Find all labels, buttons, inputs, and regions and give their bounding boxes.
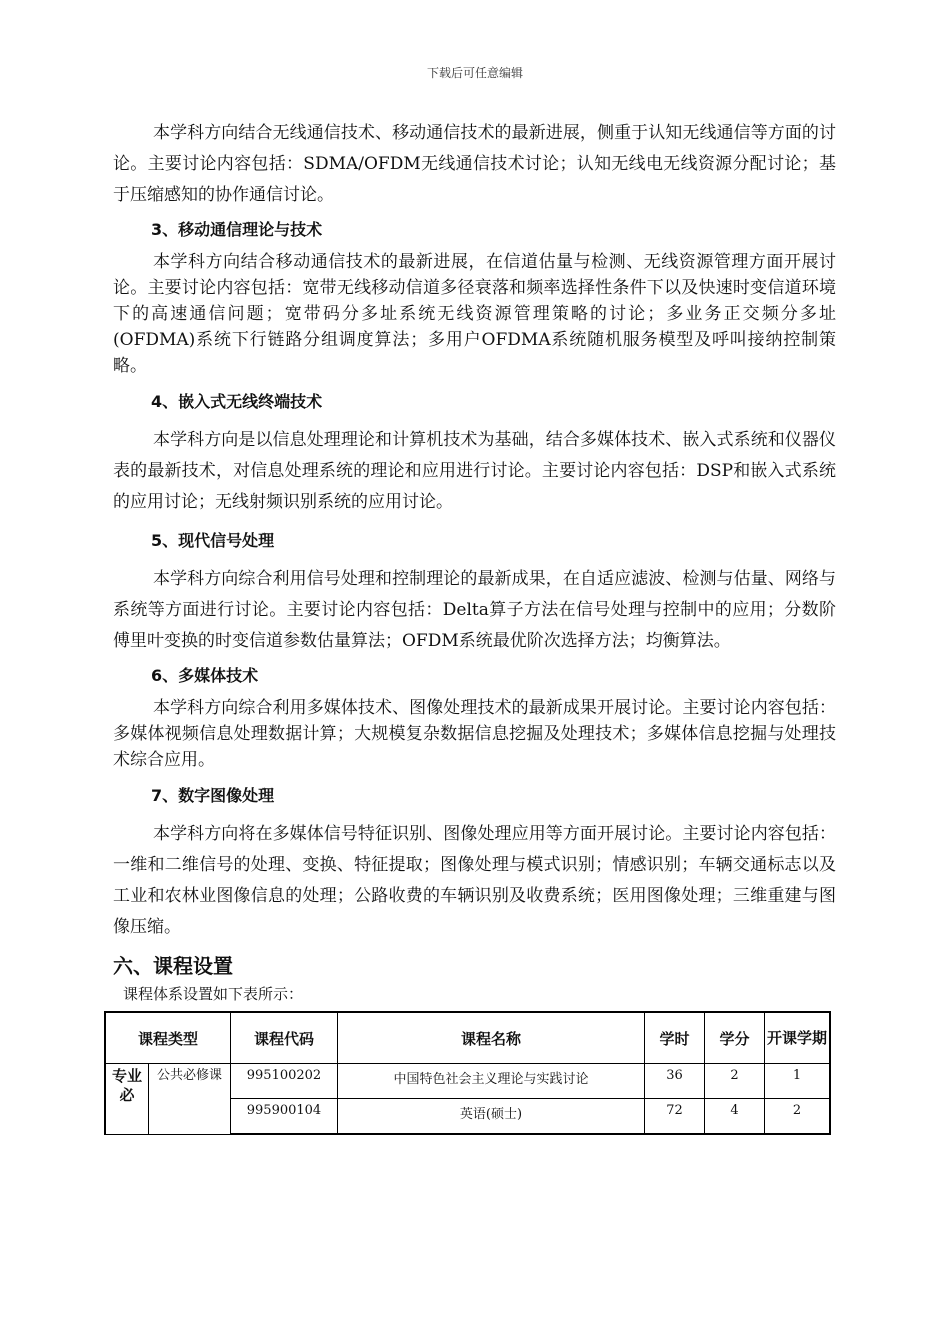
paragraph-embedded-terminal: 本学科方向是以信息处理理论和计算机技术为基础，结合多媒体技术、嵌入式系统和仪器仪表的最新技术，对信息处理系统的理论和应用进行讨论。主要讨论内容包括：DSP和嵌入式系统的应用讨论；无线射频识别系统的应用讨论。 [113,430,836,512]
course-name-cell: 英语(硕士) [338,1099,645,1135]
heading-embedded-terminal: 4、嵌入式无线终端技术 [151,392,323,411]
header-term: 开课学期 [765,1012,831,1064]
header-credits: 学分 [705,1012,765,1064]
heading-signal-processing: 5、现代信号处理 [151,531,275,550]
document-body [113,118,836,1135]
table-row [105,1064,830,1099]
course-hours-cell: 72 [645,1099,705,1135]
paragraph-image-processing: 本学科方向将在多媒体信号特征识别、图像处理应用等方面开展讨论。主要讨论内容包括：一维和二维信号的处理、变换、特征提取；图像处理与模式识别；情感识别；车辆交通标志以及工业和农林业图像信息的处理；公路收费的车辆识别及收费系统；医用图像处理；三维重建与图像压缩。 [113,824,836,937]
course-term-cell: 1 [765,1064,831,1099]
header-course-code: 课程代码 [231,1012,338,1064]
heading-multimedia: 6、多媒体技术 [151,666,259,685]
course-code-cell: 995900104 [231,1099,338,1135]
heading-mobile-comm: 3、移动通信理论与技术 [151,220,323,239]
table-header-row [105,1012,830,1064]
header-course-name: 课程名称 [338,1012,645,1064]
course-credits-cell: 2 [705,1064,765,1099]
course-name-cell: 中国特色社会主义理论与实践讨论 [338,1064,645,1099]
heading-image-processing: 7、数字图像处理 [151,786,275,805]
paragraph-multimedia: 本学科方向综合利用多媒体技术、图像处理技术的最新成果开展讨论。主要讨论内容包括：多媒体视频信息处理数据计算；大规模复杂数据信息挖掘及处理技术；多媒体信息挖掘与处理技术综合应用。 [113,698,836,770]
page-header: 下载后可任意编辑 [426,66,523,80]
header-hours: 学时 [645,1012,705,1064]
section-title-courses: 六、课程设置 [113,954,233,978]
category-cell: 专业必 [105,1064,149,1135]
course-term-cell: 2 [765,1099,831,1135]
paragraph-wireless-comm: 本学科方向结合无线通信技术、移动通信技术的最新进展，侧重于认知无线通信等方面的讨论。主要讨论内容包括：SDMA/OFDM无线通信技术讨论；认知无线电无线资源分配讨论；基于压缩感知的协作通信讨论。 [113,123,836,205]
paragraph-signal-processing: 本学科方向综合利用信号处理和控制理论的最新成果，在自适应滤波、检测与估量、网络与系统等方面进行讨论。主要讨论内容包括：Delta算子方法在信号处理与控制中的应用；分数阶傅里叶变换的时变信道参数估量算法；OFDM系统最优阶次选择方法；均衡算法。 [113,569,836,651]
courses-intro: 课程体系设置如下表所示： [123,985,304,1003]
course-hours-cell: 36 [645,1064,705,1099]
header-course-type: 课程类型 [105,1012,231,1064]
course-table [104,1011,831,1135]
course-code-cell: 995100202 [231,1064,338,1099]
subtype-cell: 公共必修课 [149,1064,231,1135]
course-credits-cell: 4 [705,1099,765,1135]
paragraph-mobile-comm: 本学科方向结合移动通信技术的最新进展，在信道估量与检测、无线资源管理方面开展讨论。主要讨论内容包括：宽带无线移动信道多径衰落和频率选择性条件下以及快速时变信道环境下的高速通信问题；宽带码分多址系统无线资源管理策略的讨论；多业务正交频分多址(OFDMA)系统下行链路分组调度算法；多用户OFDMA系统随机服务模型及呼叫接纳控制策略。 [113,252,836,376]
